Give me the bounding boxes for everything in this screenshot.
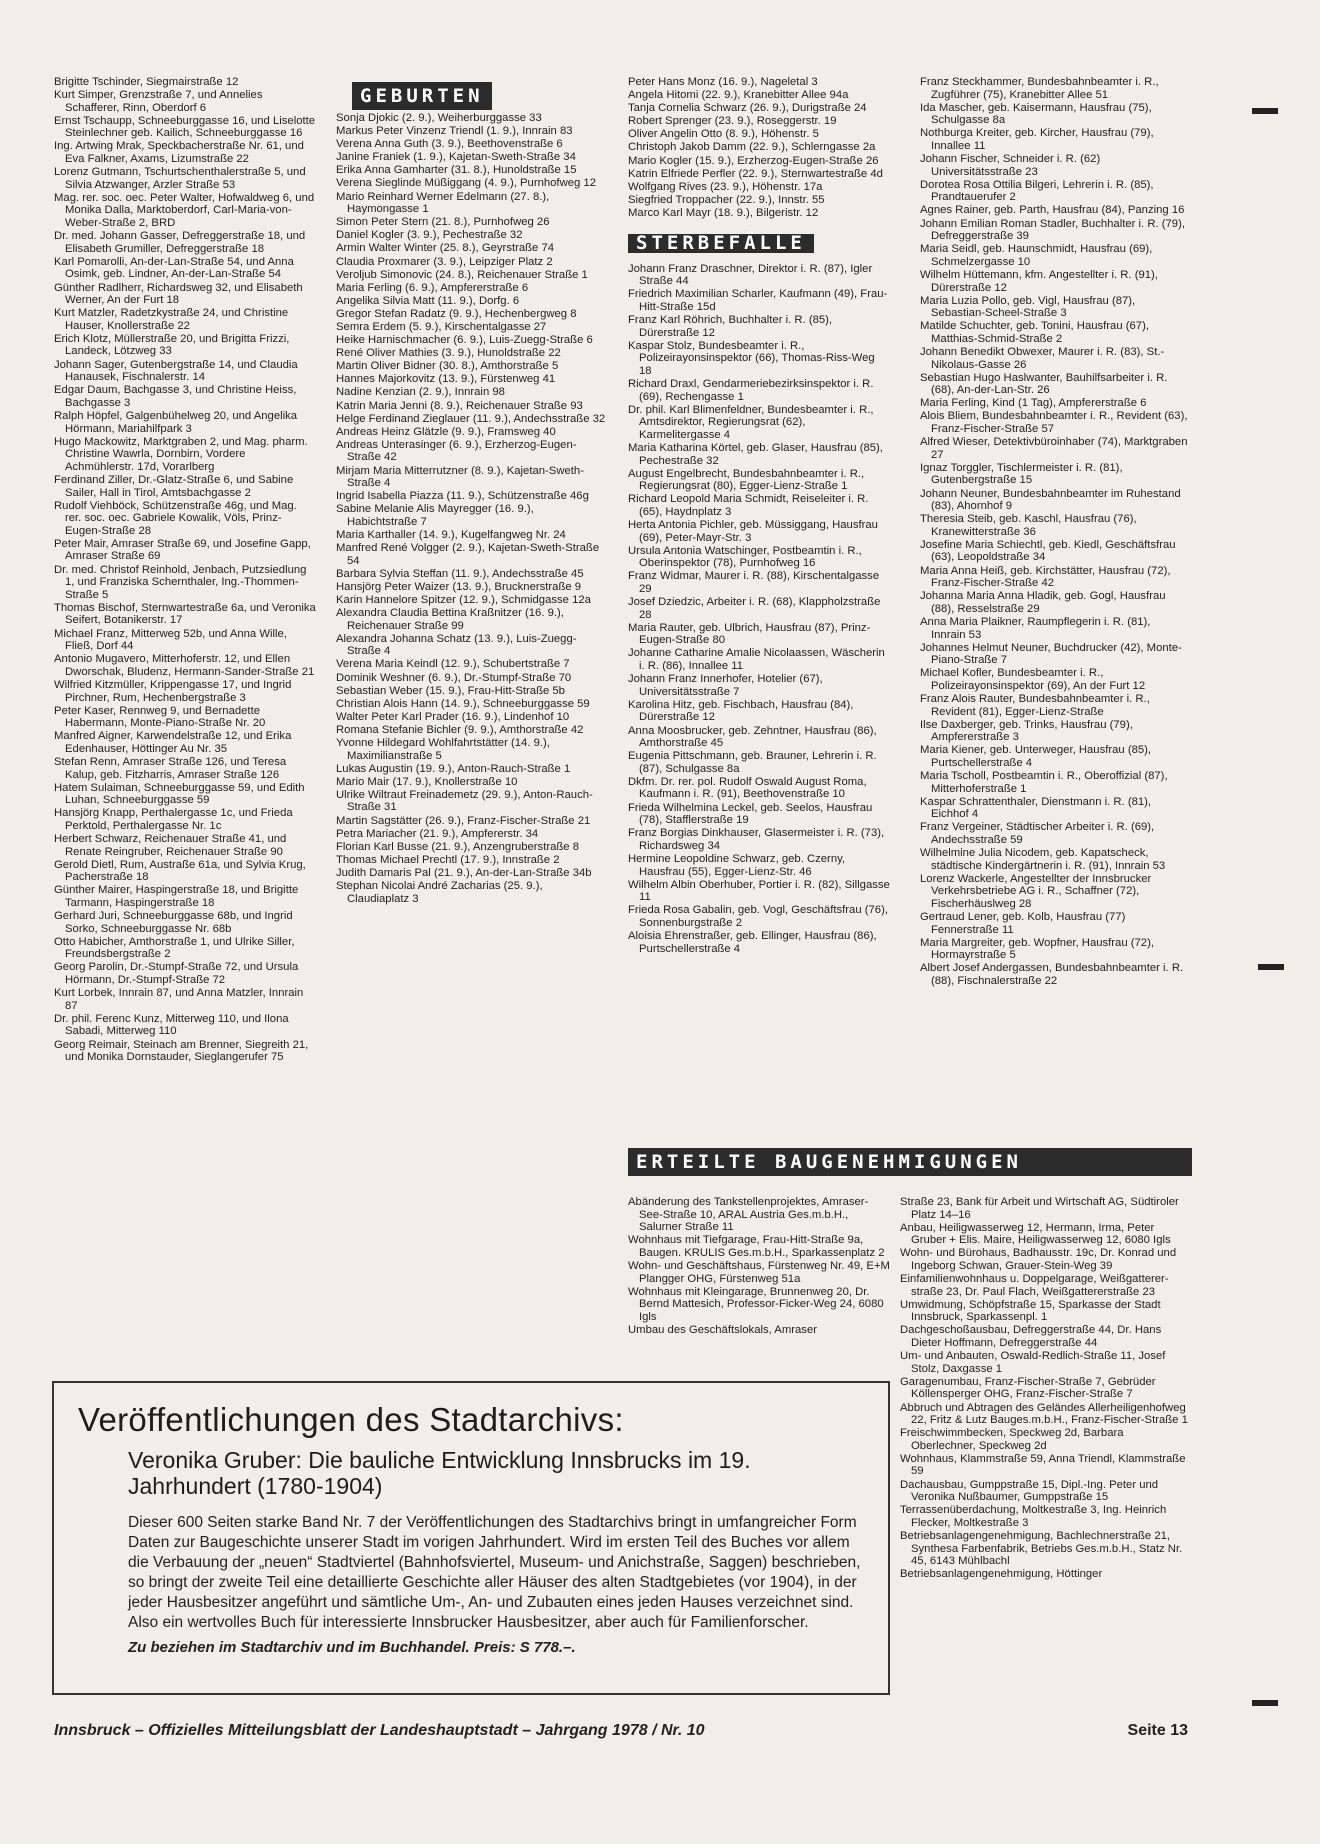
death-entry: Aloisia Ehrenstraßer, geb. Ellinger, Hausfrau (86), Purtschellerstraße 4 (628, 930, 877, 955)
marriage-entry: Ralph Höpfel, Galgenbühelweg 20, und Angelika Hörmann, Mariahilfpark 3 (54, 409, 298, 435)
marriage-entry: Kurt Lorbek, Innrain 87, und Anna Matzler, Innrain 87 (54, 987, 304, 1012)
death-entry: Maria Margreiter, geb. Wopfner, Hausfrau (72), Hormayrstraße 5 (920, 936, 1154, 962)
death-entry: August Engelbrecht, Bundesbahnbeamter i. R., Regierungsrat (80), Egger-Lienz-Straße 1 (628, 467, 865, 493)
death-entry: Herta Antonia Pichler, geb. Müssiggang, Hausfrau (69), Peter-Mayr-Str. 3 (628, 519, 878, 544)
permit-entry: Garagenumbau, Franz-Fischer-Straße 7, Gebrüder Köllensperger OHG, Franz-Fischer-Straße 7 (900, 1375, 1156, 1401)
birth-entry: Peter Hans Monz (16. 9.), Nageletal 3 (628, 76, 818, 88)
death-entry: Dorotea Rosa Ottilia Bilgeri, Lehrerin i. R. (85), Prandtauerufer 2 (920, 178, 1154, 204)
marriage-entry: Peter Mair, Amraser Straße 69, und Josefine Gapp, Amraser Straße 69 (54, 537, 311, 563)
birth-entry: Siegfried Troppacher (22. 9.), Innstr. 55 (628, 193, 825, 206)
birth-entry: Markus Peter Vinzenz Triendl (1. 9.), Innrain 83 (336, 125, 573, 138)
marriage-entry: Dr. med. Johann Gasser, Defreggerstraße 18, und Elisabeth Grumiller, Defreggerstraße 18 (54, 230, 306, 255)
marriage-entry: Otto Habicher, Amthorstraße 1, und Ulrike Siller, Freundsbergstraße 2 (54, 935, 295, 961)
death-entry: Eugenia Pittschmann, geb. Brauner, Lehrerin i. R. (87), Schulgasse 8a (628, 750, 877, 775)
marriage-entry: Dr. phil. Ferenc Kunz, Mitterweg 110, und Ilona Sabadi, Mitterweg 110 (54, 1012, 289, 1038)
death-entry: Alois Bliem, Bundesbahnbeamter i. R., Revident (63), Franz-Fischer-Straße 57 (920, 410, 1188, 436)
birth-entry: Florian Karl Busse (21. 9.), Anzengruberstraße 8 (336, 840, 579, 853)
birth-entry: Barbara Sylvia Steffan (11. 9.), Andechsstraße 45 (336, 567, 584, 580)
marriage-entry: Herbert Schwarz, Reichenauer Straße 41, und Renate Reingruber, Reichenauer Straße 90 (54, 833, 287, 858)
death-entry: Maria Luzia Pollo, geb. Vigl, Hausfrau (87), Sebastian-Scheel-Straße 3 (920, 294, 1136, 320)
archive-publication-box (52, 1381, 890, 1695)
birth-entry: Walter Peter Karl Prader (16. 9.), Lindenhof 10 (336, 710, 570, 723)
birth-entry: Dominik Weshner (6. 9.), Dr.-Stumpf-Straße 70 (336, 671, 572, 684)
marriage-entry: Michael Franz, Mitterweg 52b, und Anna Wille, Fließ, Dorf 44 (54, 627, 287, 653)
birth-entry: Stephan Nicolai André Zacharias (25. 9.), Claudiaplatz 3 (336, 880, 543, 905)
birth-entry: Veroljub Simonovic (24. 8.), Reichenauer Straße 1 (336, 268, 588, 281)
publication-title: Veröffentlichungen des Stadtarchivs: (78, 1401, 624, 1438)
death-entry: Frieda Wilhelmina Leckel, geb. Seelos, Hausfrau (78), Stafflerstraße 19 (628, 801, 873, 827)
permit-entry: Straße 23, Bank für Arbeit und Wirtschaft AG, Südtiroler Platz 14–16 (900, 1196, 1179, 1221)
birth-entry: Sabine Melanie Alis Mayregger (16. 9.), Habichtstraße 7 (336, 503, 534, 528)
permit-entry: Um- und Anbauten, Oswald-Redlich-Straße 11, Josef Stolz, Daxgasse 1 (900, 1350, 1166, 1375)
footer-publication: Innsbruck – Offizielles Mitteilungsblatt der Landeshauptstadt – Jahrgang 1978 / Nr. 10 (54, 1722, 705, 1739)
birth-entry: Daniel Kogler (3. 9.), Pechestraße 32 (336, 229, 523, 242)
birth-entry: Hannes Majorkovitz (13. 9.), Fürstenweg 41 (336, 373, 556, 386)
marriage-entry: Manfred Aigner, Karwendelstraße 12, und Erika Edenhauser, Höttinger Au Nr. 35 (54, 730, 292, 755)
permit-entry: Wohn- und Geschäftshaus, Fürstenweg Nr. 49, E+M Plangger OHG, Fürstenweg 51a (628, 1259, 890, 1285)
birth-entry: Erika Anna Gamharter (31. 8.), Hunoldstraße 15 (336, 164, 577, 177)
death-entry: Maria Anna Heiß, geb. Kirchstätter, Hausfrau (72), Franz-Fischer-Straße 42 (920, 564, 1171, 590)
birth-entry: Robert Sprenger (23. 9.), Roseggerstr. 19 (628, 115, 837, 128)
birth-entry: Verena Anna Guth (3. 9.), Beethovenstraße 6 (336, 138, 563, 151)
birth-entry: Petra Mariacher (21. 9.), Ampfererstr. 34 (336, 827, 539, 840)
birth-entry: Alexandra Claudia Bettina Kraßnitzer (16. 9.), Reichenauer Straße 99 (336, 607, 564, 632)
birth-entry: Armin Walter Winter (25. 8.), Geyrstraße 74 (336, 242, 555, 255)
birth-entry: Semra Erdem (5. 9.), Kirschentalgasse 27 (336, 321, 547, 333)
permits-list-left (628, 1196, 890, 1337)
birth-entry: Judith Damaris Pal (21. 9.), An-der-Lan-Straße 34b (336, 866, 592, 879)
marriage-entry: Hugo Mackowitz, Marktgraben 2, und Mag. pharm. Christine Wawrla, Dornbirn, Vordere Achmühlerstr. 17d, Vorarlberg (54, 435, 308, 473)
birth-entry: Simon Peter Stern (21. 8.), Purnhofweg 26 (336, 216, 550, 229)
death-entry: Anna Maria Plaikner, Raumpflegerin i. R. (81), Innrain 53 (920, 615, 1151, 641)
death-entry: Maria Seidl, geb. Haunschmidt, Hausfrau (69), Schmelzergasse 10 (920, 243, 1153, 268)
birth-entry: Mirjam Maria Mitterrutzner (8. 9.), Kajetan-Sweth-Straße 4 (336, 464, 584, 490)
birth-entry: Sonja Djokic (2. 9.), Weiherburggasse 33 (336, 112, 542, 124)
birth-entry: Gregor Stefan Radatz (9. 9.), Hechenbergweg 8 (336, 307, 577, 320)
marriage-entry: Gerold Dietl, Rum, Austraße 61a, und Sylvia Krug, Pacherstraße 18 (54, 858, 306, 884)
death-entry: Johann Franz Innerhofer, Hotelier (67), Universitätsstraße 7 (628, 673, 823, 698)
permit-entry: Abbruch und Abtragen des Geländes Allerheiligenhofweg 22, Fritz & Lutz Bauges.m.b.H., Franz-Fischer-Straße 1 (900, 1401, 1188, 1427)
marriage-entry: Ernst Tschaupp, Schneeburggasse 16, und Liselotte Steinlechner geb. Kailich, Schneeburggasse 16 (54, 114, 316, 140)
death-entry: Albert Josef Andergassen, Bundesbahnbeamter i. R. (88), Fischnalerstraße 22 (920, 962, 1184, 988)
permit-entry: Wohnhaus, Klammstraße 59, Anna Triendl, Klammstraße 59 (900, 1452, 1186, 1478)
death-entry: Richard Draxl, Gendarmeriebezirksinspektor i. R. (69), Rechengasse 1 (628, 377, 874, 403)
publication-description: Dieser 600 Seiten starke Band Nr. 7 der Veröffentlichungen des Stadtarchivs bringt in umfangreicher Form Daten zur Baugeschichte unserer Stadt im vorigen Jahrhundert. Wird im ersten Teil des Buches vor allem die Verbauung der „neuen“ Stadtviertel (Bahnhofsviertel, Museum- und Anichstraße, Saggen) beschrieben, so bringt der zweite Teil eine detaillierte Geschichte aller Häuser des alten Stadtgebietes (vor 1904), in der jeder Hausbesitzer angeführt und sämtliche Um-, An- und Zubauten eines jeden Hauses verzeichnet sind. Also ein wertvolles Buch für interessierte Innsbrucker Hausbesitzer, aber auch für Familienforscher. (128, 1514, 861, 1631)
birth-entry: Yvonne Hildegard Wohlfahrtstätter (14. 9.), Maximilianstraße 5 (336, 737, 550, 762)
death-entry: Nothburga Kreiter, geb. Kircher, Hausfrau (79), Innallee 11 (920, 127, 1154, 152)
death-entry: Maria Kiener, geb. Unterweger, Hausfrau (85), Purtschellerstraße 4 (920, 744, 1152, 769)
scan-mark (1258, 964, 1284, 970)
death-entry: Sebastian Hugo Haslwanter, Bauhilfsarbeiter i. R. (68), An-der-Lan-Str. 26 (920, 371, 1168, 397)
marriage-entry: Rudolf Viehböck, Schützenstraße 46g, und Mag. rer. soc. oec. Gabriele Kowalik, Völs, Prinz-Eugen-Straße 28 (54, 499, 297, 537)
death-entry: Theresia Steib, geb. Kaschl, Hausfrau (76), Kranewitterstraße 36 (920, 513, 1137, 538)
death-entry: Dr. phil. Karl Blimenfeldner, Bundesbeamter i. R., Amtsdirektor, Regierungsrat (62), Karmelitergasse 4 (628, 403, 874, 441)
marriage-entry: Peter Kaser, Rennweg 9, und Bernadette Habermann, Monte-Piano-Straße Nr. 20 (54, 704, 266, 730)
death-entry: Josefine Maria Schiechtl, geb. Kiedl, Geschäftsfrau (63), Leopoldstraße 34 (920, 538, 1176, 564)
marriage-entry: Kurt Matzler, Radetzkystraße 24, und Christine Hauser, Knollerstraße 22 (54, 307, 289, 332)
page-number: Seite 13 (1127, 1722, 1188, 1739)
death-entry: Johannes Helmut Neuner, Buchdrucker (42), Monte-Piano-Straße 7 (920, 641, 1182, 667)
birth-entry: René Oliver Mathies (3. 9.), Hunoldstraße 22 (336, 347, 561, 360)
birth-entry: Oliver Angelin Otto (8. 9.), Höhenstr. 5 (628, 128, 819, 141)
birth-entry: Angela Hitomi (22. 9.), Kranebitter Allee 94a (628, 89, 849, 102)
birth-entry: Martin Oliver Bidner (30. 8.), Amthorstraße 5 (336, 360, 559, 373)
death-entry: Karolina Hitz, geb. Fischbach, Hausfrau (84), Dürerstraße 12 (628, 698, 854, 724)
birth-entry: Martin Sagstätter (26. 9.), Franz-Fischer-Straße 21 (336, 814, 591, 827)
deaths-heading: STERBEFÄLLE (628, 234, 814, 253)
death-entry: Maria Tscholl, Postbeamtin i. R., Oberoffizial (87), Mitterhoferstraße 1 (920, 770, 1168, 795)
permit-entry: Wohn- und Bürohaus, Badhausstr. 19c, Dr. Konrad und Ingeborg Schwan, Grauer-Stein-Weg 39 (900, 1247, 1177, 1272)
marriages-column (54, 76, 316, 1064)
birth-entry: Karin Hannelore Spitzer (12. 9.), Schmidgasse 12a (336, 593, 591, 606)
marriage-entry: Hansjörg Knapp, Perthalergasse 1c, und Frieda Perktold, Perthalergasse Nr. 1c (54, 807, 293, 832)
birth-entry: Thomas Michael Prechtl (17. 9.), Innstraße 2 (336, 853, 560, 866)
death-entry: Lorenz Wackerle, Angestellter der Innsbrucker Verkehrsbetriebe AG i. R., Schaffner (72), Fischerhäuslweg 28 (920, 872, 1152, 910)
birth-entry: Christian Alois Hann (14. 9.), Schneeburggasse 59 (336, 697, 590, 710)
birth-entry: Mario Kogler (15. 9.), Erzherzog-Eugen-Straße 26 (628, 154, 879, 167)
birth-entry: Andreas Heinz Glätzle (9. 9.), Framsweg 40 (336, 425, 556, 438)
death-entry: Ignaz Torggler, Tischlermeister i. R. (81), Gutenbergstraße 15 (920, 461, 1123, 487)
marriage-entry: Ing. Artwing Mrak, Speckbacherstraße Nr. 61, und Eva Falkner, Axams, Lizumstraße 22 (54, 140, 304, 166)
marriage-entry: Lorenz Gutmann, Tschurtschenthalerstraße 5, und Silvia Atzwanger, Arzler Straße 53 (54, 166, 306, 191)
death-entry: Johann Benedikt Obwexer, Maurer i. R. (83), St.-Nikolaus-Gasse 26 (920, 345, 1165, 371)
publication-subtitle: Veronika Gruber: Die bauliche Entwicklung Innsbrucks im 19. Jahrhundert (1780-1904) (128, 1447, 751, 1499)
death-entry: Agnes Rainer, geb. Parth, Hausfrau (84), Panzing 16 (920, 204, 1185, 217)
permit-entry: Terrassenüberdachung, Moltkestraße 3, Ing. Heinrich Flecker, Moltkestraße 3 (900, 1504, 1167, 1529)
death-entry: Anna Moosbrucker, geb. Zehntner, Hausfrau (86), Amthorstraße 45 (628, 724, 877, 750)
permit-entry: Betriebsanlagengenehmigung, Bachlechnerstraße 21, Synthesa Farbenfabrik, Betriebs Ges.m.b.H., Statz Nr. 45, 6143 Mühlbachl (900, 1529, 1183, 1568)
permit-entry: Wohnhaus mit Tiefgarage, Frau-Hitt-Straße 9a, Baugen. KRULIS Ges.m.b.H., Sparkassenplatz 2 (628, 1234, 885, 1259)
marriage-entry: Karl Pomarolli, An-der-Lan-Straße 54, und Anna Osimk, geb. Lindner, An-der-Lan-Straße 54 (54, 255, 294, 281)
birth-entry: Mario Reinhard Werner Edelmann (27. 8.), Haymongasse 1 (336, 190, 550, 216)
page-footer (54, 1722, 1188, 1740)
birth-entry: Katrin Maria Jenni (8. 9.), Reichenauer Straße 93 (336, 399, 583, 412)
death-entry: Maria Ferling, Kind (1 Tag), Ampfererstraße 6 (920, 397, 1147, 410)
birth-entry: Maria Ferling (6. 9.), Ampfererstraße 6 (336, 281, 529, 294)
marriage-entry: Gerhard Juri, Schneeburggasse 68b, und Ingrid Sorko, Schneeburggasse Nr. 68b (54, 910, 293, 935)
birth-entry: Mario Mair (17. 9.), Knollerstraße 10 (336, 775, 518, 788)
birth-entry: Lukas Augustin (19. 9.), Anton-Rauch-Straße 1 (336, 762, 571, 775)
permit-entry: Abänderung des Tankstellenprojektes, Amraser-See-Straße 10, ARAL Austria Ges.m.b.H., Salurner Straße 11 (628, 1196, 869, 1234)
permits-list-right (900, 1196, 1188, 1581)
death-entry: Hermine Leopoldine Schwarz, geb. Czerny, Hausfrau (55), Egger-Lienz-Str. 46 (628, 852, 846, 878)
death-entry: Johann Neuner, Bundesbahnbeamter im Ruhestand (83), Ahornhof 9 (920, 487, 1181, 513)
publication-price: Zu beziehen im Stadtarchiv und im Buchhandel. Preis: S 778.–. (128, 1639, 576, 1656)
marriage-entry: Dr. med. Christof Reinhold, Jenbach, Putzsiedlung 1, und Franziska Schernthaler, Ing.-Thommen-Straße 5 (54, 563, 307, 601)
birth-entry: Andreas Unterasinger (6. 9.), Erzherzog-Eugen-Straße 42 (336, 438, 577, 464)
birth-entry: Manfred René Volgger (2. 9.), Kajetan-Sweth-Straße 54 (336, 542, 600, 567)
death-entry: Matilde Schuchter, geb. Tonini, Hausfrau (67), Matthias-Schmid-Straße 2 (920, 320, 1149, 345)
permit-entry: Umwidmung, Schöpfstraße 15, Sparkasse der Stadt Innsbruck, Sparkassenpl. 1 (900, 1298, 1161, 1324)
death-entry: Franz Alois Rauter, Bundesbahnbeamter i. R., Revident (81), Egger-Lienz-Straße (920, 693, 1150, 718)
births-heading: GEBURTEN (352, 82, 492, 110)
marriage-entry: Wilfried Kitzmüller, Krippengasse 17, und Ingrid Pirchner, Rum, Hechenbergstraße 3 (54, 678, 292, 704)
death-entry: Wilhelmine Julia Nicodem, geb. Kapatscheck, städtische Kindergärtnerin i. R. (91), Innrain 53 (920, 847, 1166, 872)
death-entry: Alfred Wieser, Detektivbüroinhaber (74), Marktgraben 27 (920, 436, 1188, 461)
marriage-entry: Ferdinand Ziller, Dr.-Glatz-Straße 6, und Sabine Sailer, Hall in Tirol, Amtsbachgasse 2 (54, 473, 294, 499)
death-entry: Maria Rauter, geb. Ulbrich, Hausfrau (87), Prinz-Eugen-Straße 80 (628, 621, 871, 647)
permit-entry: Freischwimmbecken, Speckweg 2d, Barbara Oberlechner, Speckweg 2d (900, 1427, 1124, 1452)
permit-entry: Anbau, Heiligwasserweg 12, Hermann, Irma, Peter Gruber + Elis. Maire, Heiligwasserweg 12, 6080 Igls (900, 1221, 1171, 1247)
deaths-list (628, 263, 890, 956)
birth-entry: Tanja Cornelia Schwarz (26. 9.), Durigstraße 24 (628, 102, 867, 115)
death-entry: Kaspar Schrattenthaler, Dienstmann i. R. (81), Eichhof 4 (920, 795, 1152, 821)
birth-entry: Ulrike Wiltraut Freinademetz (29. 9.), Anton-Rauch-Straße 31 (336, 788, 593, 814)
marriage-entry: Kurt Simper, Grenzstraße 7, und Annelies Schafferer, Rinn, Oberdorf 6 (54, 89, 263, 114)
marriage-entry: Edgar Daum, Bachgasse 3, und Christine Heiss, Bachgasse 3 (54, 384, 297, 409)
birth-entry: Verena Maria Keindl (12. 9.), Schubertstraße 7 (336, 658, 570, 671)
permit-entry: Umbau des Geschäftslokals, Amraser (628, 1323, 817, 1336)
death-entry: Ursula Antonia Watschinger, Postbeamtin i. R., Oberinspektor (78), Purnhofweg 16 (628, 544, 862, 570)
births-continued (628, 76, 890, 220)
death-entry: Franz Widmar, Maurer i. R. (88), Kirschentalgasse 29 (628, 570, 880, 595)
marriage-entry: Johann Sager, Gutenbergstraße 14, und Claudia Hanausek, Fischnalerstr. 14 (54, 358, 298, 384)
death-entry: Franz Karl Röhrich, Buchhalter i. R. (85), Dürerstraße 12 (628, 314, 833, 339)
permit-entry: Wohnhaus mit Kleingarage, Brunnenweg 20, Dr. Bernd Mattesich, Professor-Ficker-Weg 24, 6080 Igls (628, 1285, 884, 1323)
birth-entry: Romana Stefanie Bichler (9. 9.), Amthorstraße 42 (336, 723, 584, 736)
marriage-entry: Thomas Bischof, Sternwartestraße 6a, und Veronika Seifert, Botanikerstr. 17 (54, 601, 316, 627)
births-column (336, 112, 606, 906)
death-entry: Josef Dziedzic, Arbeiter i. R. (68), Klappholzstraße 28 (628, 596, 881, 621)
birth-entry: Hansjörg Peter Waizer (13. 9.), Brucknerstraße 9 (336, 580, 582, 593)
death-entry: Johanna Maria Anna Hladik, geb. Gogl, Hausfrau (88), Resselstraße 29 (920, 590, 1166, 615)
death-entry: Ida Mascher, geb. Kaisermann, Hausfrau (75), Schulgasse 8a (920, 101, 1152, 127)
death-entry: Friedrich Maximilian Scharler, Kaufmann (49), Frau-Hitt-Straße 15d (628, 288, 888, 313)
deaths-column-right (920, 76, 1188, 988)
marriage-entry: Georg Reimair, Steinach am Brenner, Siegreith 21, und Monika Dornstauder, Sieglangerufer 75 (54, 1038, 309, 1064)
death-entry: Dkfm. Dr. rer. pol. Rudolf Oswald August Roma, Kaufmann i. R. (91), Beethovenstraße 10 (628, 775, 867, 801)
death-entry: Franz Steckhammer, Bundesbahnbeamter i. R., Zugführer (75), Kranebitter Allee 51 (920, 76, 1159, 101)
permit-entry: Einfamilienwohnhaus u. Doppelgarage, Weißgattererstraße 23, Dr. Paul Flach, Weißgattererstraße 23 (900, 1273, 1169, 1298)
marriage-entry: Günther Mairer, Haspingerstraße 18, und Brigitte Tarmann, Haspingerstraße 18 (54, 884, 299, 909)
birth-entry: Alexandra Johanna Schatz (13. 9.), Luis-Zuegg-Straße 4 (336, 632, 577, 658)
death-entry: Maria Katharina Körtel, geb. Glaser, Hausfrau (85), Pechestraße 32 (628, 441, 883, 467)
death-entry: Franz Vergeiner, Städtischer Arbeiter i. R. (69), Andechsstraße 59 (920, 821, 1155, 847)
scan-mark (1252, 1700, 1278, 1706)
marriage-entry: Brigitte Tschinder, Siegmairstraße 12 (54, 76, 239, 88)
death-entry: Johann Emilian Roman Stadler, Buchhalter i. R. (79), Defreggerstraße 39 (920, 217, 1185, 243)
birth-entry: Angelika Silvia Matt (11. 9.), Dorfg. 6 (336, 294, 520, 307)
death-entry: Frieda Rosa Gabalin, geb. Vogl, Geschäftsfrau (76), Sonnenburgstraße 2 (628, 904, 888, 929)
marriage-entry: Stefan Renn, Amraser Straße 126, und Teresa Kalup, geb. Fitzharris, Amraser Straße 126 (54, 755, 287, 781)
death-entry: Ilse Daxberger, geb. Trinks, Hausfrau (79), Ampfererstraße 3 (920, 718, 1133, 744)
death-entry: Johann Fischer, Schneider i. R. (62) Universitätsstraße 23 (920, 153, 1101, 178)
death-entry: Michael Kofler, Bundesbeamter i. R., Polizeirayonsinspektor (69), An der Furt 12 (920, 667, 1146, 692)
scan-mark (1252, 108, 1278, 114)
death-entry: Johann Franz Draschner, Direktor i. R. (87), Igler Straße 44 (628, 262, 873, 288)
birth-entry: Maria Karthaller (14. 9.), Kugelfangweg Nr. 24 (336, 529, 566, 541)
birth-entry: Katrin Elfriede Perfler (22. 9.), Sternwartestraße 4d (628, 167, 883, 180)
birth-entry: Ingrid Isabella Piazza (11. 9.), Schützenstraße 46g (336, 490, 589, 503)
birth-entry: Sebastian Weber (15. 9.), Frau-Hitt-Straße 5b (336, 684, 565, 697)
birth-entry: Christoph Jakob Damm (22. 9.), Schlerngasse 2a (628, 141, 876, 154)
death-entry: Wilhelm Albin Oberhuber, Portier i. R. (82), Sillgasse 11 (628, 878, 890, 904)
birth-entry: Claudia Proxmarer (3. 9.), Leipziger Platz 2 (336, 255, 553, 268)
death-entry: Gertraud Lener, geb. Kolb, Hausfrau (77) Fennerstraße 11 (920, 911, 1126, 936)
birth-entry: Janine Franiek (1. 9.), Kajetan-Sweth-Straße 34 (336, 151, 576, 164)
birth-entry: Verena Sieglinde Müßiggang (4. 9.), Purnhofweg 12 (336, 177, 596, 190)
death-entry: Kaspar Stolz, Bundesbeamter i. R., Polizeirayonsinspektor (66), Thomas-Riss-Weg 18 (628, 339, 875, 377)
birth-entry: Marco Karl Mayr (18. 9.), Bilgeristr. 12 (628, 206, 819, 219)
permit-entry: Betriebsanlagengenehmigung, Höttinger (900, 1568, 1103, 1581)
birth-entry: Wolfgang Rives (23. 9.), Höhenstr. 17a (628, 180, 823, 193)
marriage-entry: Mag. rer. soc. oec. Peter Walter, Hofwaldweg 6, und Monika Dalla, Marktoberdorf, Carl-Maria-von-Weber-Straße 2, BRD (54, 191, 315, 230)
death-entry: Richard Leopold Maria Schmidt, Reiseleiter i. R. (65), Haydnplatz 3 (628, 493, 869, 518)
death-entry: Franz Borgias Dinkhauser, Glasermeister i. R. (73), Richardsweg 34 (628, 827, 885, 852)
marriage-entry: Antonio Mugavero, Mitterhoferstr. 12, und Ellen Dworschak, Bludenz, Hermann-Sander-Straße 21 (54, 653, 315, 678)
births-deaths-column (628, 76, 890, 956)
marriage-entry: Georg Parolin, Dr.-Stumpf-Straße 72, und Ursula Hörmann, Dr.-Stumpf-Straße 72 (54, 961, 299, 987)
death-entry: Johanne Catharine Amalie Nicolaassen, Wäscherin i. R. (86), Innallee 11 (628, 647, 885, 673)
birth-entry: Helge Ferdinand Zieglauer (11. 9.), Andechsstraße 32 (336, 412, 606, 425)
birth-entry: Nadine Kenzian (2. 9.), Innrain 98 (336, 386, 505, 399)
permit-entry: Dachgeschoßausbau, Defreggerstraße 44, Dr. Hans Dieter Hoffmann, Defreggerstraße 44 (900, 1324, 1162, 1350)
marriage-entry: Günther Radlherr, Richardsweg 32, und Elisabeth Werner, An der Furt 18 (54, 281, 303, 307)
marriage-entry: Erich Klotz, Müllerstraße 20, und Brigitta Frizzi, Landeck, Lötzweg 33 (54, 332, 290, 358)
marriage-entry: Hatem Sulaiman, Schneeburggasse 59, und Edith Luhan, Schneeburggasse 59 (54, 781, 305, 807)
permit-entry: Dachausbau, Gumppstraße 15, Dipl.-Ing. Peter und Veronika Nußbaumer, Gumppstraße 15 (900, 1478, 1159, 1504)
death-entry: Wilhelm Hüttemann, kfm. Angestellter i. R. (91), Dürerstraße 12 (920, 268, 1158, 294)
permits-heading: ERTEILTE BAUGENEHMIGUNGEN (628, 1148, 1192, 1176)
birth-entry: Heike Harnischmacher (6. 9.), Luis-Zuegg-Straße 6 (336, 334, 593, 347)
